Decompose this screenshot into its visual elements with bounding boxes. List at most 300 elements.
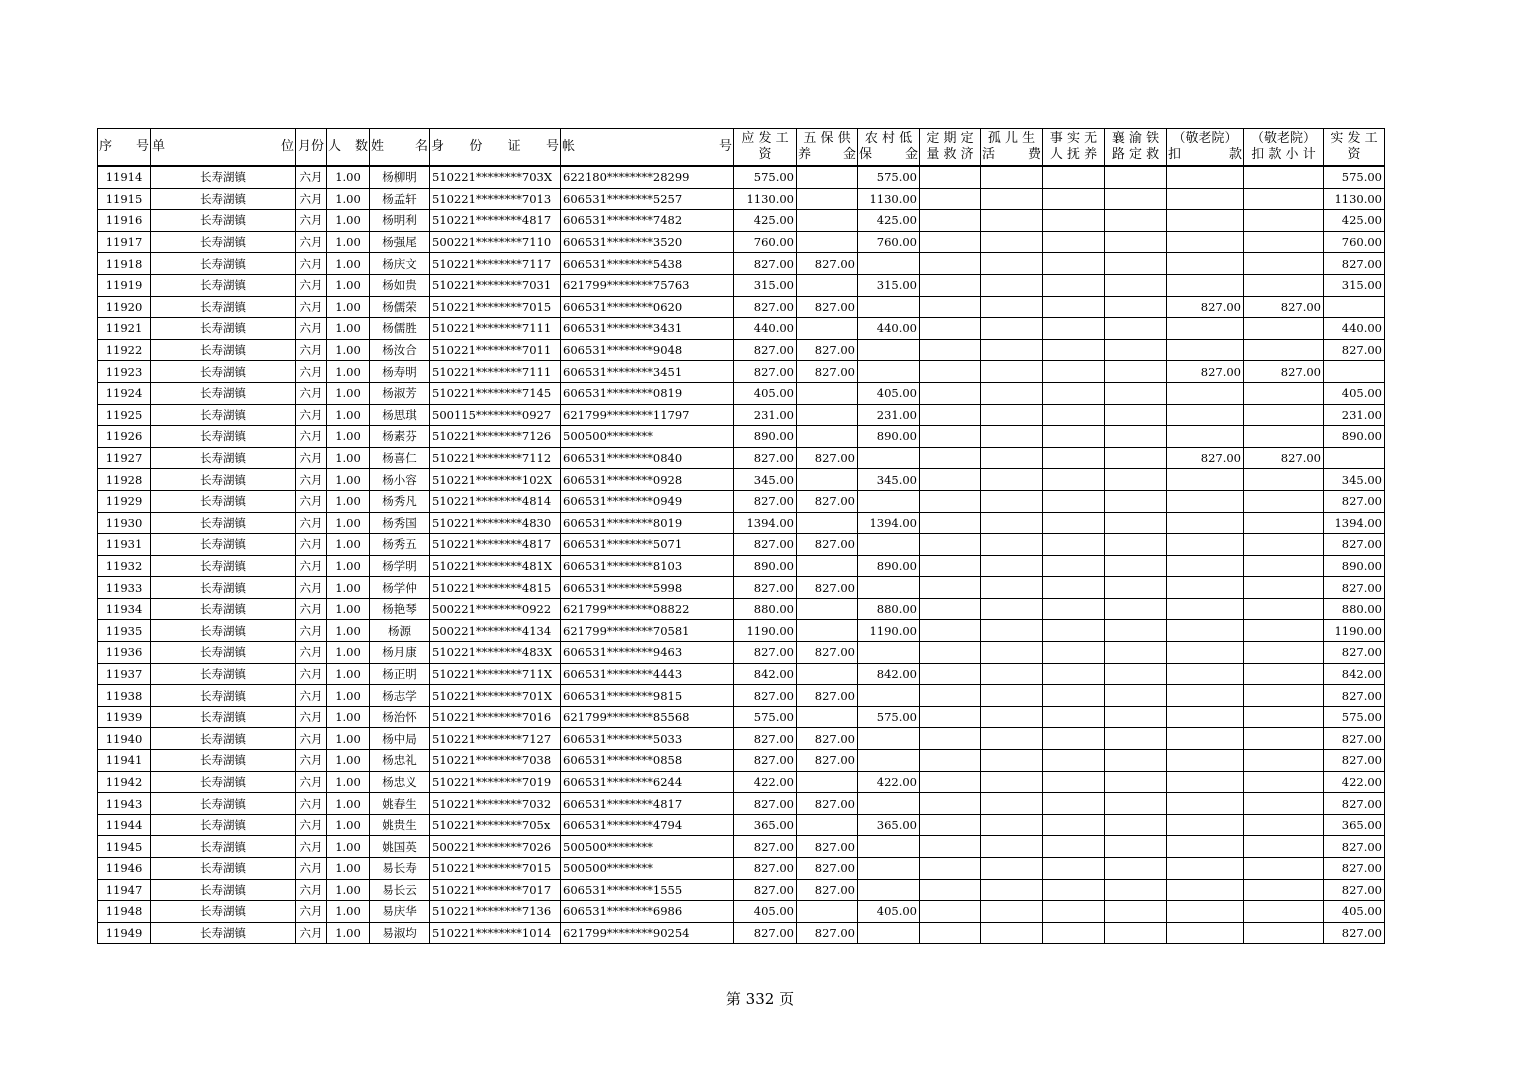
cell-wubao: 827.00 [797, 793, 858, 815]
cell-wubao: 827.00 [797, 490, 858, 512]
cell-month: 六月 [296, 814, 327, 836]
cell-id: 510221********7145 [430, 382, 561, 404]
cell-dingliang [920, 555, 981, 577]
cell-actual: 827.00 [1324, 642, 1385, 664]
cell-wubao [797, 598, 858, 620]
cell-jly-deduction [1167, 231, 1244, 253]
cell-wubao: 827.00 [797, 750, 858, 772]
table-row [98, 685, 1385, 707]
cell-dingliang [920, 750, 981, 772]
cell-payable: 827.00 [734, 490, 797, 512]
cell-wubao: 827.00 [797, 339, 858, 361]
cell-jly-subtotal [1244, 771, 1324, 793]
cell-name: 杨秀凡 [370, 490, 430, 512]
table-row [98, 469, 1385, 491]
cell-jly-subtotal: 827.00 [1244, 447, 1324, 469]
cell-seq: 11927 [98, 447, 151, 469]
cell-wubao: 827.00 [797, 922, 858, 944]
cell-unit: 长寿湖镇 [151, 663, 296, 685]
cell-id: 500221********7026 [430, 836, 561, 858]
table-row [98, 512, 1385, 534]
cell-jly-subtotal [1244, 404, 1324, 426]
cell-dibao [858, 793, 920, 815]
cell-account: 606531********0819 [561, 382, 734, 404]
cell-account: 606531********0928 [561, 469, 734, 491]
cell-name: 杨学仲 [370, 577, 430, 599]
cell-people: 1.00 [327, 555, 370, 577]
cell-dibao [858, 879, 920, 901]
cell-id: 510221********7015 [430, 296, 561, 318]
table-row [98, 598, 1385, 620]
cell-actual: 425.00 [1324, 210, 1385, 232]
header-month: 月份 [296, 129, 327, 167]
cell-month: 六月 [296, 469, 327, 491]
cell-shishi [1043, 274, 1105, 296]
cell-seq: 11945 [98, 836, 151, 858]
cell-unit: 长寿湖镇 [151, 771, 296, 793]
cell-people: 1.00 [327, 771, 370, 793]
cell-payable: 827.00 [734, 534, 797, 556]
cell-month: 六月 [296, 534, 327, 556]
cell-shishi [1043, 512, 1105, 534]
cell-dibao: 842.00 [858, 663, 920, 685]
cell-unit: 长寿湖镇 [151, 490, 296, 512]
cell-shishi [1043, 577, 1105, 599]
cell-unit: 长寿湖镇 [151, 253, 296, 275]
cell-payable: 1394.00 [734, 512, 797, 534]
cell-month: 六月 [296, 922, 327, 944]
cell-people: 1.00 [327, 512, 370, 534]
cell-actual: 827.00 [1324, 490, 1385, 512]
cell-unit: 长寿湖镇 [151, 318, 296, 340]
cell-actual: 827.00 [1324, 750, 1385, 772]
cell-jly-deduction: 827.00 [1167, 447, 1244, 469]
cell-shishi [1043, 166, 1105, 188]
cell-id: 510221********7111 [430, 361, 561, 383]
cell-month: 六月 [296, 598, 327, 620]
cell-dibao: 575.00 [858, 706, 920, 728]
cell-dibao [858, 836, 920, 858]
cell-dingliang [920, 274, 981, 296]
cell-actual: 890.00 [1324, 426, 1385, 448]
cell-name: 杨思琪 [370, 404, 430, 426]
cell-account: 606531********9815 [561, 685, 734, 707]
cell-unit: 长寿湖镇 [151, 188, 296, 210]
cell-jly-deduction [1167, 318, 1244, 340]
cell-jly-deduction [1167, 620, 1244, 642]
cell-guer [981, 231, 1043, 253]
cell-dibao: 231.00 [858, 404, 920, 426]
cell-xiangyu [1105, 231, 1167, 253]
cell-name: 杨庆文 [370, 253, 430, 275]
cell-seq: 11948 [98, 901, 151, 923]
cell-payable: 827.00 [734, 361, 797, 383]
header-xiangyu: 襄 渝 铁 路 定 救 [1105, 129, 1167, 167]
cell-name: 杨学明 [370, 555, 430, 577]
cell-jly-deduction [1167, 879, 1244, 901]
cell-xiangyu [1105, 858, 1167, 880]
cell-month: 六月 [296, 879, 327, 901]
cell-jly-subtotal [1244, 598, 1324, 620]
cell-name: 杨中局 [370, 728, 430, 750]
cell-unit: 长寿湖镇 [151, 879, 296, 901]
cell-guer [981, 447, 1043, 469]
cell-shishi [1043, 814, 1105, 836]
cell-actual: 827.00 [1324, 534, 1385, 556]
table-row [98, 339, 1385, 361]
cell-month: 六月 [296, 685, 327, 707]
cell-guer [981, 879, 1043, 901]
cell-guer [981, 339, 1043, 361]
cell-actual: 827.00 [1324, 858, 1385, 880]
cell-id: 510221********7019 [430, 771, 561, 793]
cell-dibao [858, 858, 920, 880]
cell-wubao [797, 814, 858, 836]
cell-guer [981, 814, 1043, 836]
cell-payable: 827.00 [734, 577, 797, 599]
cell-unit: 长寿湖镇 [151, 210, 296, 232]
cell-jly-subtotal [1244, 382, 1324, 404]
cell-payable: 827.00 [734, 858, 797, 880]
cell-seq: 11925 [98, 404, 151, 426]
cell-month: 六月 [296, 339, 327, 361]
cell-xiangyu [1105, 793, 1167, 815]
cell-account: 621799********85568 [561, 706, 734, 728]
cell-shishi [1043, 469, 1105, 491]
cell-xiangyu [1105, 663, 1167, 685]
cell-id: 510221********711X [430, 663, 561, 685]
cell-shishi [1043, 210, 1105, 232]
cell-id: 510221********4815 [430, 577, 561, 599]
cell-shishi [1043, 836, 1105, 858]
cell-dingliang [920, 512, 981, 534]
cell-jly-subtotal [1244, 210, 1324, 232]
cell-dingliang [920, 814, 981, 836]
cell-name: 杨秀国 [370, 512, 430, 534]
cell-id: 500221********0922 [430, 598, 561, 620]
cell-wubao [797, 188, 858, 210]
cell-xiangyu [1105, 555, 1167, 577]
cell-shishi [1043, 490, 1105, 512]
cell-people: 1.00 [327, 836, 370, 858]
cell-shishi [1043, 771, 1105, 793]
cell-seq: 11926 [98, 426, 151, 448]
cell-name: 易长云 [370, 879, 430, 901]
cell-people: 1.00 [327, 253, 370, 275]
table-row [98, 188, 1385, 210]
cell-guer [981, 750, 1043, 772]
cell-account: 606531********5071 [561, 534, 734, 556]
cell-jly-subtotal [1244, 253, 1324, 275]
table-row [98, 555, 1385, 577]
cell-account: 606531********9463 [561, 642, 734, 664]
cell-guer [981, 771, 1043, 793]
cell-id: 500221********4134 [430, 620, 561, 642]
cell-month: 六月 [296, 793, 327, 815]
cell-account: 606531********3451 [561, 361, 734, 383]
cell-dibao: 365.00 [858, 814, 920, 836]
cell-unit: 长寿湖镇 [151, 836, 296, 858]
cell-seq: 11918 [98, 253, 151, 275]
cell-account: 500500******** [561, 858, 734, 880]
cell-jly-deduction [1167, 901, 1244, 923]
cell-actual: 890.00 [1324, 555, 1385, 577]
cell-shishi [1043, 750, 1105, 772]
cell-guer [981, 685, 1043, 707]
cell-account: 500500******** [561, 836, 734, 858]
cell-xiangyu [1105, 577, 1167, 599]
cell-name: 杨志学 [370, 685, 430, 707]
cell-name: 杨儒胜 [370, 318, 430, 340]
cell-account: 606531********4794 [561, 814, 734, 836]
cell-month: 六月 [296, 728, 327, 750]
cell-jly-deduction [1167, 642, 1244, 664]
table-row [98, 210, 1385, 232]
cell-unit: 长寿湖镇 [151, 339, 296, 361]
cell-month: 六月 [296, 318, 327, 340]
cell-people: 1.00 [327, 490, 370, 512]
cell-dibao: 405.00 [858, 901, 920, 923]
cell-jly-subtotal [1244, 706, 1324, 728]
cell-unit: 长寿湖镇 [151, 555, 296, 577]
cell-guer [981, 534, 1043, 556]
cell-month: 六月 [296, 382, 327, 404]
cell-account: 606531********3520 [561, 231, 734, 253]
cell-dibao [858, 728, 920, 750]
cell-unit: 长寿湖镇 [151, 922, 296, 944]
cell-month: 六月 [296, 361, 327, 383]
cell-people: 1.00 [327, 685, 370, 707]
cell-payable: 842.00 [734, 663, 797, 685]
cell-seq: 11917 [98, 231, 151, 253]
cell-dibao: 315.00 [858, 274, 920, 296]
cell-guer [981, 512, 1043, 534]
cell-jly-subtotal [1244, 188, 1324, 210]
cell-xiangyu [1105, 166, 1167, 188]
cell-people: 1.00 [327, 404, 370, 426]
cell-jly-subtotal [1244, 231, 1324, 253]
table-row [98, 534, 1385, 556]
cell-unit: 长寿湖镇 [151, 274, 296, 296]
cell-guer [981, 858, 1043, 880]
cell-unit: 长寿湖镇 [151, 404, 296, 426]
cell-wubao [797, 901, 858, 923]
cell-jly-deduction [1167, 253, 1244, 275]
cell-month: 六月 [296, 706, 327, 728]
cell-dingliang [920, 706, 981, 728]
cell-jly-subtotal [1244, 728, 1324, 750]
cell-dingliang [920, 382, 981, 404]
cell-dibao: 575.00 [858, 166, 920, 188]
cell-account: 606531********0840 [561, 447, 734, 469]
cell-unit: 长寿湖镇 [151, 426, 296, 448]
cell-seq: 11931 [98, 534, 151, 556]
table-row [98, 879, 1385, 901]
cell-guer [981, 253, 1043, 275]
cell-account: 606531********6986 [561, 901, 734, 923]
cell-id: 510221********4830 [430, 512, 561, 534]
cell-month: 六月 [296, 426, 327, 448]
cell-shishi [1043, 728, 1105, 750]
cell-guer [981, 274, 1043, 296]
cell-id: 510221********701X [430, 685, 561, 707]
cell-dingliang [920, 404, 981, 426]
cell-account: 621799********08822 [561, 598, 734, 620]
table-row [98, 404, 1385, 426]
table-row [98, 922, 1385, 944]
cell-jly-subtotal: 827.00 [1244, 296, 1324, 318]
cell-dingliang [920, 728, 981, 750]
cell-dibao [858, 685, 920, 707]
cell-name: 杨源 [370, 620, 430, 642]
cell-jly-subtotal [1244, 858, 1324, 880]
cell-seq: 11947 [98, 879, 151, 901]
cell-id: 510221********7016 [430, 706, 561, 728]
cell-wubao [797, 555, 858, 577]
cell-people: 1.00 [327, 879, 370, 901]
cell-dingliang [920, 642, 981, 664]
cell-people: 1.00 [327, 750, 370, 772]
cell-jly-deduction [1167, 858, 1244, 880]
cell-month: 六月 [296, 642, 327, 664]
cell-account: 606531********1555 [561, 879, 734, 901]
cell-month: 六月 [296, 663, 327, 685]
cell-id: 510221********7013 [430, 188, 561, 210]
cell-seq: 11919 [98, 274, 151, 296]
cell-dibao [858, 534, 920, 556]
cell-wubao [797, 404, 858, 426]
cell-dingliang [920, 620, 981, 642]
header-name: 姓 名 [370, 129, 430, 167]
cell-seq: 11946 [98, 858, 151, 880]
header-dibao: 农 村 低 保 金 [858, 129, 920, 167]
cell-wubao: 827.00 [797, 858, 858, 880]
cell-wubao [797, 469, 858, 491]
cell-shishi [1043, 706, 1105, 728]
header-seq: 序 号 [98, 129, 151, 167]
cell-payable: 827.00 [734, 253, 797, 275]
cell-wubao [797, 620, 858, 642]
cell-jly-subtotal [1244, 577, 1324, 599]
cell-id: 510221********705x [430, 814, 561, 836]
cell-dibao: 1394.00 [858, 512, 920, 534]
header-jly-subtotal: （敬老院） 扣 款 小 计 [1244, 129, 1324, 167]
cell-unit: 长寿湖镇 [151, 361, 296, 383]
cell-wubao [797, 426, 858, 448]
cell-guer [981, 901, 1043, 923]
header-people: 人 数 [327, 129, 370, 167]
cell-wubao [797, 771, 858, 793]
cell-shishi [1043, 858, 1105, 880]
cell-seq: 11941 [98, 750, 151, 772]
cell-seq: 11940 [98, 728, 151, 750]
cell-dingliang [920, 426, 981, 448]
cell-account: 606531********5438 [561, 253, 734, 275]
cell-shishi [1043, 534, 1105, 556]
cell-wubao [797, 512, 858, 534]
cell-wubao: 827.00 [797, 879, 858, 901]
cell-payable: 315.00 [734, 274, 797, 296]
cell-month: 六月 [296, 404, 327, 426]
cell-dibao [858, 253, 920, 275]
cell-jly-deduction [1167, 728, 1244, 750]
cell-jly-subtotal [1244, 620, 1324, 642]
cell-unit: 长寿湖镇 [151, 858, 296, 880]
cell-account: 622180********28299 [561, 166, 734, 188]
cell-dingliang [920, 361, 981, 383]
cell-people: 1.00 [327, 382, 370, 404]
cell-dingliang [920, 598, 981, 620]
cell-payable: 890.00 [734, 426, 797, 448]
header-dingliang: 定 期 定 量 救 济 [920, 129, 981, 167]
cell-jly-deduction [1167, 404, 1244, 426]
cell-people: 1.00 [327, 706, 370, 728]
cell-seq: 11944 [98, 814, 151, 836]
cell-unit: 长寿湖镇 [151, 642, 296, 664]
cell-jly-deduction [1167, 534, 1244, 556]
cell-month: 六月 [296, 210, 327, 232]
cell-shishi [1043, 231, 1105, 253]
cell-payable: 827.00 [734, 296, 797, 318]
payroll-table [97, 128, 1385, 944]
cell-xiangyu [1105, 490, 1167, 512]
cell-shishi [1043, 382, 1105, 404]
cell-dingliang [920, 231, 981, 253]
header-shishi: 事 实 无 人 抚 养 [1043, 129, 1105, 167]
cell-jly-deduction [1167, 771, 1244, 793]
cell-wubao [797, 663, 858, 685]
cell-dibao: 1130.00 [858, 188, 920, 210]
cell-id: 510221********7126 [430, 426, 561, 448]
cell-people: 1.00 [327, 642, 370, 664]
header-unit: 单 位 [151, 129, 296, 167]
cell-dibao: 890.00 [858, 555, 920, 577]
cell-seq: 11935 [98, 620, 151, 642]
cell-dingliang [920, 188, 981, 210]
cell-month: 六月 [296, 296, 327, 318]
cell-month: 六月 [296, 231, 327, 253]
cell-id: 510221********4814 [430, 490, 561, 512]
table-row [98, 901, 1385, 923]
cell-shishi [1043, 555, 1105, 577]
cell-month: 六月 [296, 620, 327, 642]
cell-xiangyu [1105, 382, 1167, 404]
cell-actual: 365.00 [1324, 814, 1385, 836]
cell-jly-deduction [1167, 836, 1244, 858]
cell-wubao: 827.00 [797, 685, 858, 707]
cell-payable: 827.00 [734, 685, 797, 707]
table-row [98, 793, 1385, 815]
cell-guer [981, 210, 1043, 232]
cell-jly-subtotal [1244, 814, 1324, 836]
cell-id: 500221********7110 [430, 231, 561, 253]
cell-dingliang [920, 469, 981, 491]
cell-id: 510221********7117 [430, 253, 561, 275]
cell-account: 606531********5033 [561, 728, 734, 750]
cell-account: 606531********5998 [561, 577, 734, 599]
cell-dibao: 405.00 [858, 382, 920, 404]
cell-id: 510221********1014 [430, 922, 561, 944]
cell-id: 510221********4817 [430, 534, 561, 556]
cell-jly-deduction [1167, 793, 1244, 815]
cell-xiangyu [1105, 879, 1167, 901]
cell-shishi [1043, 922, 1105, 944]
table-row [98, 426, 1385, 448]
cell-name: 杨强尾 [370, 231, 430, 253]
cell-shishi [1043, 426, 1105, 448]
cell-id: 510221********7031 [430, 274, 561, 296]
cell-actual [1324, 447, 1385, 469]
